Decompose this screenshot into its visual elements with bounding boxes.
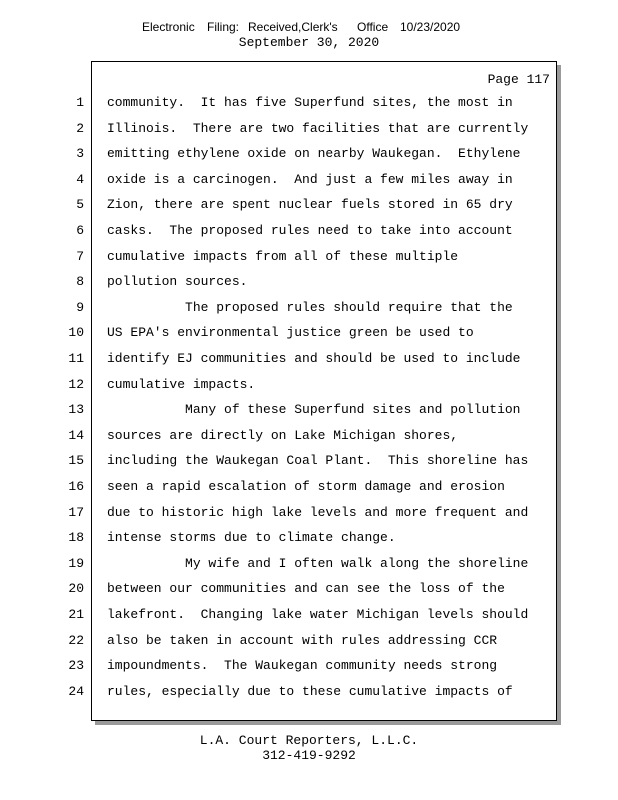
- line-text: seen a rapid escalation of storm damage and erosion: [107, 479, 505, 494]
- line-text: cumulative impacts from all of these multiple: [107, 249, 459, 264]
- line-text: lakefront. Changing lake water Michigan levels should: [107, 607, 529, 622]
- line-number: 1: [76, 95, 84, 110]
- line-number: 20: [68, 581, 84, 596]
- line-number: 9: [76, 300, 84, 315]
- line-number: 2: [76, 121, 84, 136]
- line-text: US EPA's environmental justice green be used to: [107, 325, 474, 340]
- line-number: 21: [68, 607, 84, 622]
- line-number: 13: [68, 402, 84, 417]
- line-number: 19: [68, 556, 84, 571]
- line-number: 5: [76, 197, 84, 212]
- footer-company: L.A. Court Reporters, L.L.C.: [199, 733, 419, 748]
- stamp-date: 10/23/2020: [400, 20, 461, 34]
- line-number: 10: [68, 325, 84, 340]
- transcript-date: September 30, 2020: [238, 35, 380, 50]
- line-text: cumulative impacts.: [107, 377, 256, 392]
- line-number: 12: [68, 377, 84, 392]
- line-text: The proposed rules should require that the: [107, 300, 513, 315]
- line-text: rules, especially due to these cumulative impacts of: [107, 684, 513, 699]
- line-text: intense storms due to climate change.: [107, 530, 396, 545]
- line-text: between our communities and can see the loss of the: [107, 581, 505, 596]
- line-text: oxide is a carcinogen. And just a few miles away in: [107, 172, 513, 187]
- line-number: 6: [76, 223, 84, 238]
- line-number: 7: [76, 249, 84, 264]
- line-number: 14: [68, 428, 84, 443]
- line-number: 4: [76, 172, 84, 187]
- line-text: My wife and I often walk along the shoreline: [107, 556, 529, 571]
- line-text: also be taken in account with rules addressing CCR: [107, 633, 498, 648]
- line-number: 8: [76, 274, 84, 289]
- line-number: 16: [68, 479, 84, 494]
- footer-phone: 312-419-9292: [262, 748, 356, 763]
- line-number: 23: [68, 658, 84, 673]
- line-text: casks. The proposed rules need to take into account: [107, 223, 513, 238]
- line-number: 3: [76, 146, 84, 161]
- stamp-received: Received,Clerk's: [248, 20, 338, 34]
- line-number: 11: [68, 351, 84, 366]
- line-text: including the Waukegan Coal Plant. This shoreline has: [107, 453, 529, 468]
- line-text: emitting ethylene oxide on nearby Waukegan. Ethylene: [107, 146, 521, 161]
- page-number: Page 117: [487, 72, 550, 87]
- line-text: community. It has five Superfund sites, the most in: [107, 95, 513, 110]
- line-number: 18: [68, 530, 84, 545]
- line-text: pollution sources.: [107, 274, 248, 289]
- line-number: 24: [68, 684, 84, 699]
- line-text: Many of these Superfund sites and pollution: [107, 402, 521, 417]
- line-text: sources are directly on Lake Michigan shores,: [107, 428, 459, 443]
- line-number: 22: [68, 633, 84, 648]
- line-text: due to historic high lake levels and more frequent and: [107, 505, 529, 520]
- line-number: 15: [68, 453, 84, 468]
- line-text: Zion, there are spent nuclear fuels stored in 65 dry: [107, 197, 513, 212]
- electronic-filing-stamp: [0, 20, 618, 36]
- stamp-filing: Filing:: [207, 20, 240, 34]
- line-number: 17: [68, 505, 84, 520]
- line-text: Illinois. There are two facilities that are currently: [107, 121, 529, 136]
- stamp-office: Office: [357, 20, 389, 34]
- stamp-electronic: Electronic: [142, 20, 195, 34]
- line-text: impoundments. The Waukegan community needs strong: [107, 658, 498, 673]
- line-text: identify EJ communities and should be used to include: [107, 351, 521, 366]
